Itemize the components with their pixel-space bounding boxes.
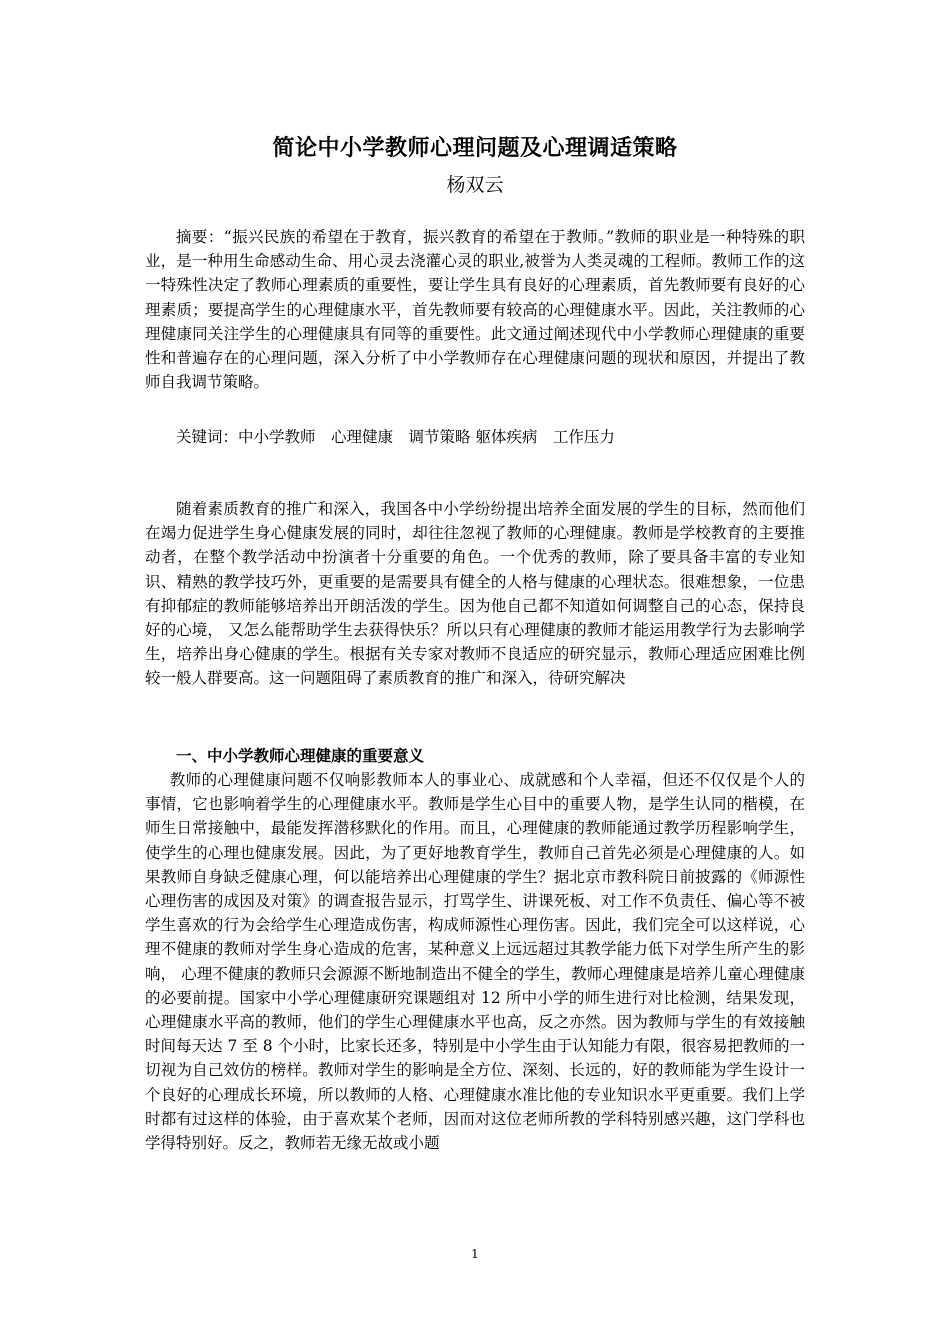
abstract-paragraph: 摘要：“振兴民族的希望在于教育，振兴教育的希望在于教师。”教师的职业是一种特殊的职业，是一种用生命感动生命、用心灵去浇灌心灵的职业,被誉为人类灵魂的工程师。教师工作的这一特殊性决定了教师心理素质的重要性，要让学生具有良好的心理素质，首先教师要有良好的心理素质；要提高学生的心理健康水平，首先教师要有较高的心理健康水平。因此，关注教师的心理健康同关注学生的心理健康具有同等的重要性。此文通过阐述现代中小学教师心理健康的重要性和普遍存在的心理问题，深入分析了中小学教师存在心理健康问题的现状和原因，并提出了教师自我调节策略。 <box>145 228 805 392</box>
document-title: 简论中小学教师心理问题及心理调适策略 <box>272 136 678 161</box>
intro-paragraph: 随着素质教育的推广和深入，我国各中小学纷纷提出培养全面发展的学生的目标，然而他们在竭力促进学生身心健康发展的同时，却往往忽视了教师的心理健康。教师是学校教育的主要推动者，在整个教学活动中扮演者十分重要的角色。一个优秀的教师，除了要具备丰富的专业知识、精熟的教学技巧外，更重要的是需要具有健全的人格与健康的心理状态。很难想象，一位患有抑郁症的教师能够培养出开朗活泼的学生。因为他自己都不知道如何调整自己的心态，保持良好的心境， 又怎么能帮助学生去获得快乐？所以只有心理健康的教师才能运用教学行为去影响学生，培养出身心健康的学生。根据有关专家对教师不良适应的研究显示，教师心理适应困难比例较一般人群要高。这一问题阻碍了素质教育的推广和深入，待研究解决 <box>145 500 805 688</box>
document-author: 杨双云 <box>446 174 504 196</box>
section-body-paragraph: 教师的心理健康问题不仅响影教师本人的事业心、成就感和个人幸福，但还不仅仅是个人的事情，它也影响着学生的心理健康水平。教师是学生心目中的重要人物，是学生认同的楷模，在师生日常接触中，最能发挥潜移默化的作用。而且，心理健康的教师能通过教学历程影响学生，使学生的心理也健康发展。因此，为了更好地教育学生，教师自己首先必须是心理健康的人。如果教师自身缺乏健康心理，何以能培养出心理健康的学生？据北京市教科院日前披露的《师源性心理伤害的成因及对策》的调查报告显示，打骂学生、讲课死板、对工作不负责任、偏心等不被学生喜欢的行为会给学生心理造成伤害，构成师源性心理伤害。因此，我们完全可以这样说，心理不健康的教师对学生身心造成的危害，某种意义上远远超过其教学能力低下对学生所产生的影响， 心理不健康的教师只会源源不断地制造出不健全的学生，教师心理健康是培养儿童心理健康的必要前提。国家中小学心理健康研究课题组对 12 所中小学的师生进行对比检测，结果发现，心理健康水平高的教师，他们的学生心理健康水平也高，反之亦然。因为教师与学生的有效接触时间每天达 7 至 8 个小时，比家长还多，特别是中小学生由于认知能力有限，很容易把教师的一切视为自己效仿的榜样。教师对学生的影响是全方位、深刻、长远的，好的教师能为学生设计一个良好的心理成长环境，所以教师的人格、心理健康水准比他的专业知识水平更重要。我们上学时都有过这样的体验，由于喜欢某个老师，因而对这位老师所教的学科特别感兴趣，这门学科也学得特别好。反之，教师若无缘无故或小题 <box>145 771 805 1153</box>
section-heading: 一、中小学教师心理健康的重要意义 <box>176 747 425 765</box>
page-number: 1 <box>471 1247 479 1261</box>
keywords-line: 关键词：中小学教师 心理健康 调节策略 躯体疾病 工作压力 <box>176 428 615 446</box>
document-page <box>145 0 805 1344</box>
